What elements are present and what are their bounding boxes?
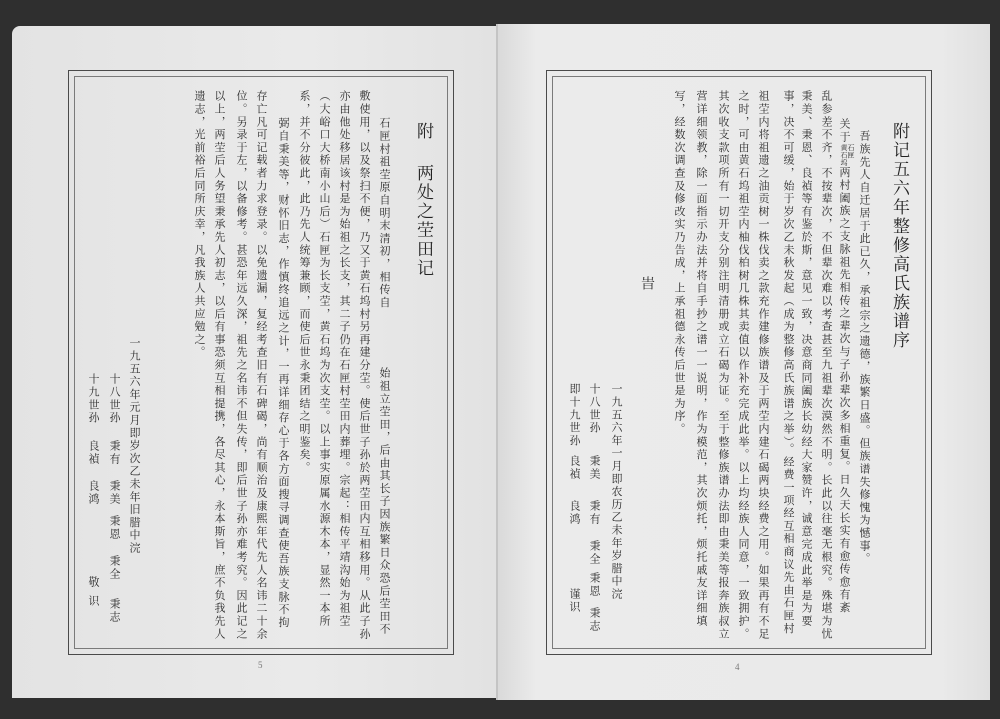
right-text-column: 秉美、秉恩、良禎等有鉴於斯，意见一致，决意商同阖族长幼经大家赞许，诚意完成此举是为要 — [800, 90, 813, 628]
right-gen18-label: 十八世孙 — [588, 383, 601, 435]
right-text-column: 吾族先人自迁居于此已久，承祖宗之遗德，族繁日盛。但族谱失修愧为憾事。 — [858, 130, 871, 566]
left-text-column: 遗志，光前裕后同所庆幸，凡我族人共应勉之。 — [193, 90, 206, 359]
right-text-column: 营详细领教，除一面指示办法并将自手抄之谱一一说明，作为模范，其次烦托，烦托戚友详细填 — [695, 90, 708, 628]
left-gen18-name: 秉全 — [108, 555, 121, 581]
left-text-column: 以上，两茔后人务望秉承先人初志，以后有事恐须互相提携，各尽其心，永本斯旨，庶不负我先人 — [213, 90, 226, 641]
right-gen18-name: 秉美 — [588, 455, 601, 481]
col2-rest: 两村阖族之支脉祖先相传之辈次与子孙辈次多相重复。日久天长实有愈传愈有紊 — [838, 166, 851, 615]
left-text-column: 系，并不分彼此，此乃先人统筹兼顾，而使后世永秉团结之明鉴矣。 — [298, 90, 311, 474]
left-title-prefix: 附 — [413, 122, 433, 141]
left-text-column: 位。另录于左，以备修考。甚恐年远久深，祖先之名讳不但失传，即后世子孙亦难考究。因此记之 — [235, 90, 248, 641]
left-gen19-name: 良鸿 — [87, 480, 100, 506]
annotation-left: 黄石坞 — [840, 143, 848, 167]
col2-start: 关于 — [838, 118, 851, 144]
interlinear-annotation — [840, 144, 854, 167]
left-gen18-label: 十八世孙 — [108, 373, 121, 425]
right-text-column: 其次收支款项所有一切开支分别注明清册或立石碣为证。至于整修族谱办法即由秉美等报奔族叔立 — [717, 90, 730, 641]
right-text-column: 写，经数次调查及修改实乃告成，上承祖德永传后世是为序。 — [673, 90, 686, 436]
left-text-column: （大峪口大桥南小山后）石匣为长支茔，黄石坞为次支茔。以上事实原属水源木本，显然一本所 — [318, 90, 331, 628]
right-gen19-name: 良禎 — [568, 455, 581, 481]
left-text-column: 敷使用，以及祭扫不便，乃又于黄石坞村另再建分茔。使后世子孙於两茔田内互相移用。从此子孙 — [358, 90, 371, 641]
right-page-title: 附记五六年整修高氏族谱序 — [889, 122, 909, 350]
left-gen18-name: 秉志 — [108, 598, 121, 624]
right-text-column: 事，决不可缓，始于岁次乙未秋发起（成为整修高氏族谱之举）。经费一项经互相商议先由石匣村 — [782, 90, 795, 635]
left-text-column: 始祖立茔田，后由其长子因族繁日众恐后茔田不 — [378, 367, 391, 636]
right-text-column: 乱参差不齐，不按辈次，不但辈次难以考查甚至九祖辈次漠然不明。长此以往毫无根究。殊堪为忧 — [820, 90, 833, 641]
right-text-column: 祖茔内将祖遗之油贡树一株伐卖之款充作建修族谱及于两茔内建石碣两块经费之用。如果再有不足 — [757, 90, 770, 641]
left-text-column: 石匣村祖茔原自明末清初，相传自 — [378, 117, 391, 309]
right-text-column: 之时，可由黄石坞祖茔内柚伐柏树几株其卖值以作补充完成此举。以上均经族人同意，一致拥护。 — [737, 90, 750, 641]
annotation-right: 石匣 — [847, 143, 855, 159]
right-gen18-name: 秉有 — [588, 500, 601, 526]
right-date-line: 一九五六年一月即农历乙未年岁腊中浣 — [610, 383, 623, 601]
left-gen19-label: 十九世孙 — [87, 373, 100, 425]
left-signature-note: 敬识 — [87, 576, 100, 614]
right-gen19-name: 良鸿 — [568, 500, 581, 526]
right-gen18-name: 秉恩 — [588, 572, 601, 598]
right-page-number: 4 — [735, 662, 740, 672]
right-gen18-name: 秉志 — [588, 607, 601, 633]
left-text-column: 存亡凡可记载者力求登录。以免遗漏，复经考查旧有石碑碣，尚有顺治及康熙年代先人名讳二十余 — [255, 90, 268, 641]
left-page-number: 5 — [258, 660, 263, 670]
book-spine — [496, 24, 498, 700]
left-gen18-name: 秉恩 — [108, 515, 121, 541]
left-text-column: 亦由他处移居该村是为始祖之长支，其二子仍在石匣村茔田内葬埋。宗起：相传平靖沟始为祖茔 — [338, 90, 351, 628]
left-gen19-name: 良禎 — [87, 440, 100, 466]
left-date-line: 一九五六年元月即岁次乙未年旧腊中浣 — [128, 337, 141, 555]
right-signature-note: 谨识 — [568, 588, 581, 614]
left-page-title: 两处之茔田记 — [413, 164, 433, 278]
right-text-column-with-annotation — [837, 118, 854, 614]
left-text-column: 弼自秉美等，财怀旧志，作慎终追远之计，一再详细存心于各方面搜寻调查使吾族支脉不拘 — [277, 117, 290, 629]
right-gen19-label: 即十九世孙 — [568, 383, 581, 447]
era-mark: 旹 — [639, 276, 655, 292]
left-gen18-name: 秉美 — [108, 480, 121, 506]
right-gen18-name: 秉全 — [588, 540, 601, 566]
left-gen18-name: 秉有 — [108, 440, 121, 466]
